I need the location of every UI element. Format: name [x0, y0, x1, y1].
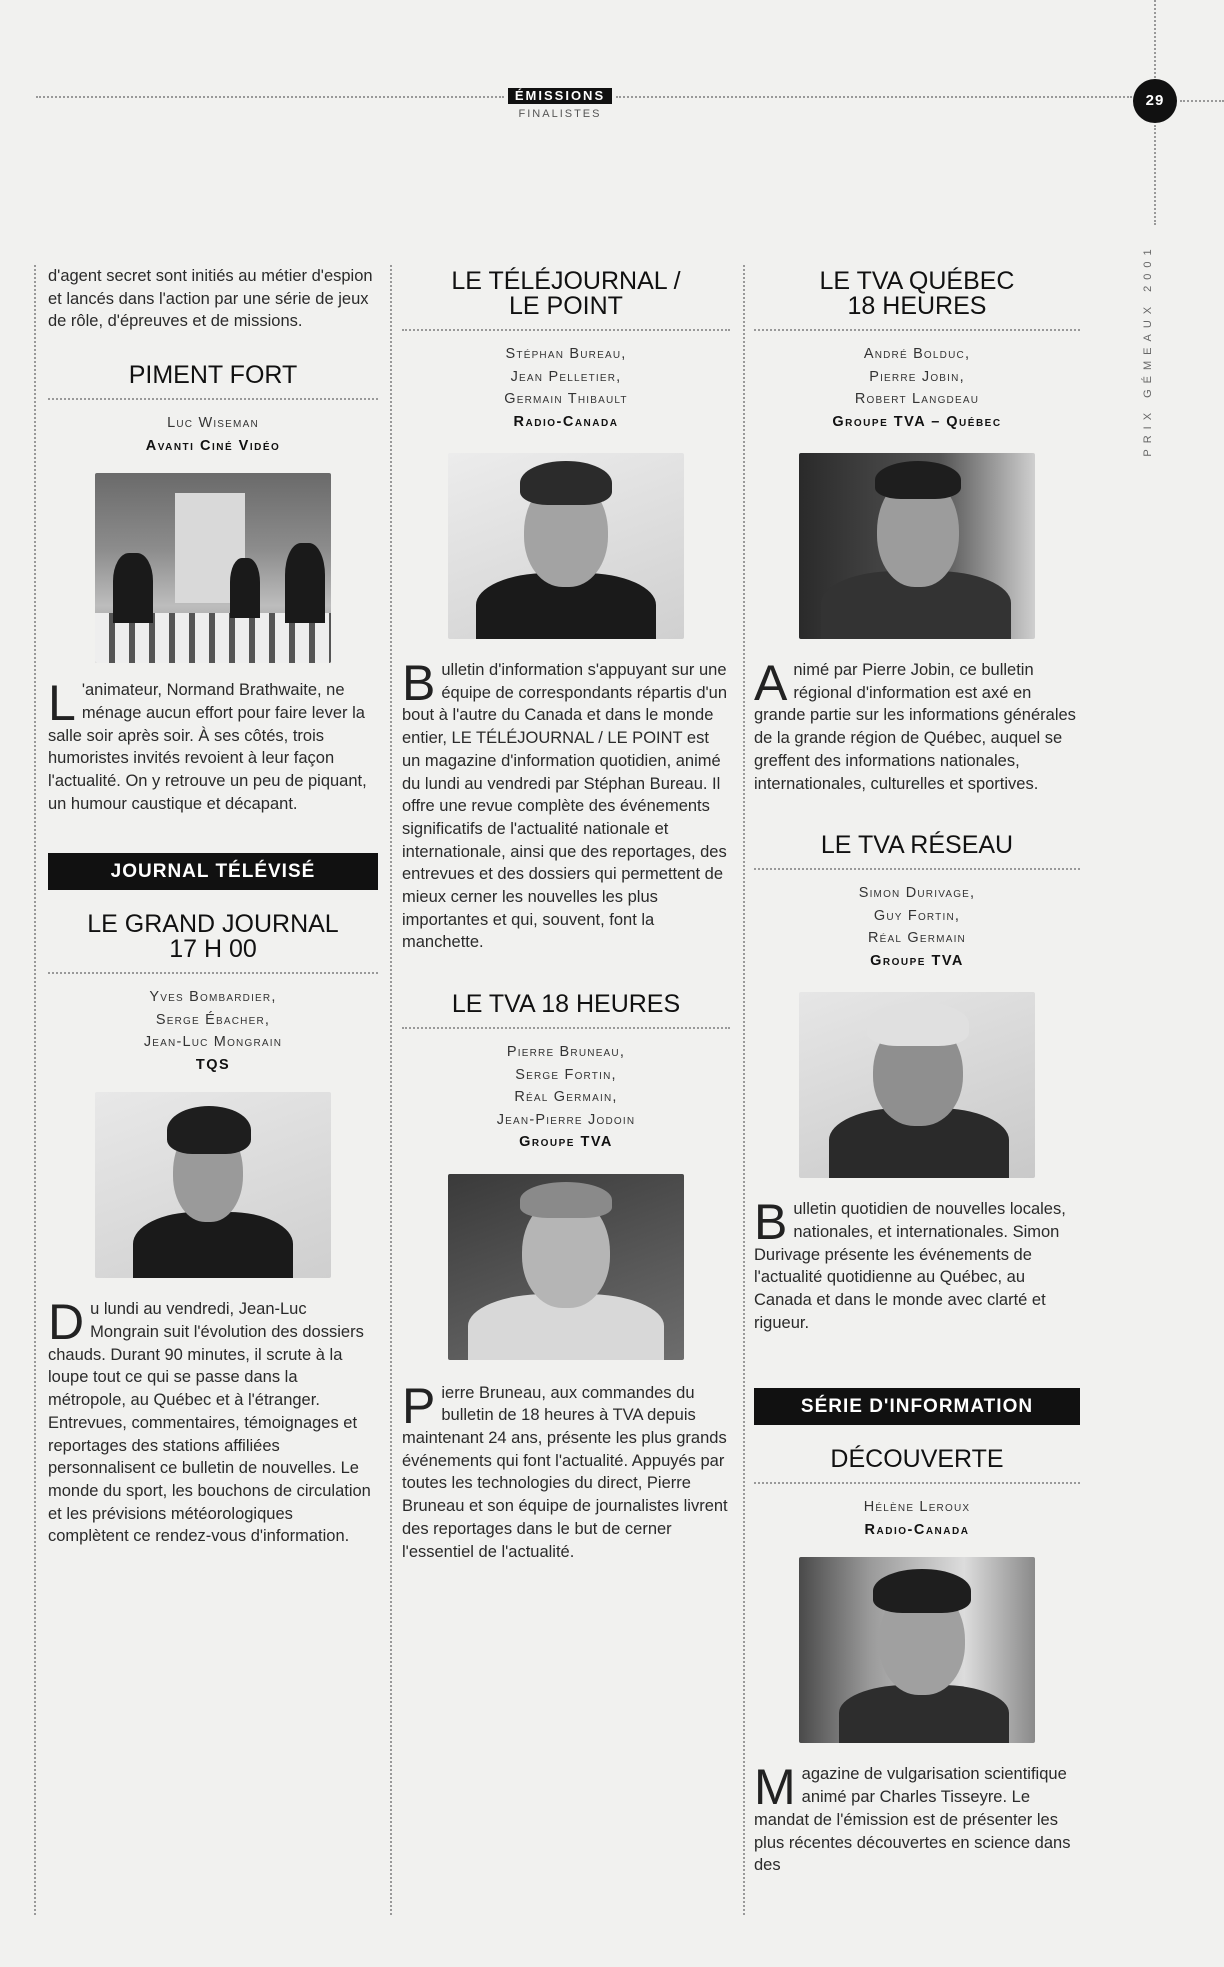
side-caption	[1128, 235, 1168, 465]
category-bar-journal-televise: JOURNAL TÉLÉVISÉ	[48, 853, 378, 890]
credit-line: Réal Germain,	[514, 1089, 618, 1106]
drop-cap: D	[48, 1294, 85, 1351]
credit-line: Serge Ébacher,	[155, 1011, 271, 1028]
credits	[754, 882, 1080, 972]
title-line-2: 17 H 00	[169, 935, 257, 964]
credit-line: Jean Pelletier,	[510, 368, 622, 385]
side-rule-mid	[1154, 125, 1156, 225]
credit-line: Yves Bombardier,	[149, 989, 277, 1006]
title-line-1: LE GRAND JOURNAL	[87, 910, 339, 939]
description-text: ulletin quotidien de nouvelles locales, nationales, et internationales. Simon Durivage présente les événements de l'actualité quotidienne au Québec, au Canada et dans le monde avec clarté et rigueur.	[754, 1200, 1066, 1332]
entry-tva-quebec	[754, 269, 1080, 795]
description-text: ierre Bruneau, aux commandes du bulletin de 18 heures à TVA depuis maintenant 24 ans, présente les plus grands événements qui font l'actualité. Appuyés par toutes les technologies du direct, Pierre Bruneau et son équipe de journalistes livrent des reportages dans le but de cerner l'essentiel de l'actualité.	[402, 1383, 728, 1561]
entry-piment-fort	[48, 363, 378, 815]
credit-line: Germain Thibault	[504, 391, 628, 407]
entry-description	[402, 655, 730, 954]
entry-title: LE TVA 18 HEURES	[451, 990, 681, 1019]
credits	[48, 986, 378, 1076]
credits	[754, 343, 1080, 433]
column-rule-2	[390, 265, 392, 1915]
description-text: u lundi au vendredi, Jean-Luc Mongrain suit l'évolution des dossiers chauds. Durant 90 minutes, il scrute à la loupe tout ce qui se passe dans la métropole, au Québec et à l'étranger. Entrevues, commentaires, témoignages et reportages des stations affiliées personnalisent ce bulletin de nouvelles. Le monde du sport, les bouchons de circulation et les prévisions météorologiques complètent ce rendez-vous d'information.	[48, 1300, 371, 1546]
company: Groupe TVA	[519, 1134, 613, 1151]
entry-title	[48, 912, 378, 962]
credit-line: Réal Germain	[868, 930, 966, 947]
company: Groupe TVA – Québec	[832, 413, 1002, 430]
host-photo	[448, 453, 684, 639]
title-rule	[402, 1027, 730, 1029]
hair	[520, 1182, 612, 1218]
company: Avanti Ciné Vidéo	[145, 437, 281, 454]
category-bar-serie-information: SÉRIE D'INFORMATION	[754, 1388, 1080, 1425]
credits	[754, 1496, 1080, 1541]
figure	[113, 553, 153, 623]
description-text: nimé par Pierre Jobin, ce bulletin régional d'information est axé en grande partie sur les informations générales de la grande région de Québec, auquel se greffent des informations nationales, internationales, culturelles et sportives.	[754, 661, 1076, 793]
company: TQS	[195, 1056, 231, 1073]
title-line-2: LE POINT	[509, 292, 623, 320]
company: Radio-Canada	[864, 1521, 970, 1538]
credit-line: Jean-Pierre Jodoin	[496, 1111, 636, 1128]
entry-title: DÉCOUVERTE	[830, 1445, 1004, 1474]
hair	[873, 1569, 971, 1613]
side-caption-text: PRIX GÉMEAUX 2001	[1142, 243, 1154, 457]
hair	[875, 461, 961, 499]
credit-line: Jean-Luc Mongrain	[143, 1034, 283, 1051]
header-rule-right	[616, 96, 1132, 98]
column-3	[754, 265, 1080, 1877]
title-rule	[402, 329, 730, 331]
credit-line: Serge Fortin,	[515, 1066, 617, 1083]
credits	[48, 412, 378, 457]
credit-line: Hélène Leroux	[863, 1499, 971, 1516]
section-subtitle: FINALISTES	[518, 108, 602, 120]
header-rule-left	[36, 96, 504, 98]
figure	[285, 543, 325, 623]
title-rule	[754, 868, 1080, 870]
drop-cap: B	[402, 655, 436, 711]
description-text: 'animateur, Normand Brathwaite, ne ménage aucun effort pour faire lever la salle soir après soir. À ses côtés, trois humoristes invités revoient à leur façon l'actualité. On y retrouve un peu de piquant, un humour caustique et décapant.	[48, 681, 367, 813]
credit-line: Guy Fortin,	[873, 907, 961, 924]
entry-title: PIMENT FORT	[128, 361, 298, 390]
show-photo	[95, 473, 331, 663]
figure	[230, 558, 260, 618]
credit-line: Pierre Jobin,	[869, 368, 965, 385]
drop-cap: P	[402, 1377, 436, 1434]
host-photo	[799, 453, 1035, 639]
drop-cap: A	[754, 655, 788, 711]
entry-description	[754, 655, 1080, 795]
entry-title: LE TVA RÉSEAU	[820, 831, 1014, 860]
host-photo	[799, 992, 1035, 1178]
entry-tva-reseau	[754, 833, 1080, 1334]
hair	[867, 1002, 969, 1046]
title-line-2: 18 HEURES	[847, 292, 987, 320]
entry-grand-journal	[48, 912, 378, 1548]
credits	[402, 1041, 730, 1154]
drop-cap: M	[754, 1759, 796, 1816]
title-rule	[48, 398, 378, 400]
credit-line: André Bolduc,	[863, 346, 971, 362]
hair	[167, 1106, 251, 1154]
title-rule	[48, 972, 378, 974]
title-rule	[754, 329, 1080, 331]
column-2	[402, 265, 730, 1563]
entry-description	[48, 1294, 378, 1548]
description-text: agazine de vulgarisation scientifique animé par Charles Tisseyre. Le mandat de l'émission est de présenter les plus récentes découvertes en science dans des	[754, 1765, 1071, 1875]
host-photo	[95, 1092, 331, 1278]
credit-line: Stéphan Bureau,	[505, 346, 627, 362]
entry-decouverte	[754, 1447, 1080, 1877]
title-line-1: LE TVA QUÉBEC	[819, 267, 1015, 295]
credit-line: Pierre Bruneau,	[506, 1044, 626, 1061]
title-line-1: LE TÉLÉJOURNAL /	[451, 267, 681, 295]
column-1	[48, 265, 378, 1548]
entry-tva-18	[402, 992, 730, 1563]
drop-cap: L	[48, 675, 76, 732]
side-rule-top	[1154, 0, 1156, 78]
title-rule	[754, 1482, 1080, 1484]
entry-title	[754, 269, 1080, 319]
host-photo	[448, 1174, 684, 1360]
credit-line: Simon Durivage,	[858, 885, 976, 902]
hair	[520, 461, 612, 505]
host-photo	[799, 1557, 1035, 1743]
credits	[402, 343, 730, 433]
entry-telejournal	[402, 269, 730, 954]
company: Groupe TVA	[870, 952, 964, 969]
entry-description	[754, 1194, 1080, 1334]
entry-description	[402, 1377, 730, 1564]
credit-line: Robert Langdeau	[854, 391, 980, 407]
entry-description	[754, 1759, 1080, 1877]
description-text: ulletin d'information s'appuyant sur une équipe de correspondants répartis d'un bout à l'autre du Canada et dans le monde entier, LE TÉLÉJOURNAL / LE POINT est un magazine d'information quotidien, animé du lundi au vendredi par Stéphan Bureau. Il offre une revue complète des événements significatifs de l'actualité nationale et internationale, ainsi que des reportages, des entrevues et des dossiers qui permettent de mieux cerner les nouvelles les plus importantes et qui, souvent, font la manchette.	[402, 661, 728, 952]
entry-title	[402, 269, 730, 319]
header-rule-far-right	[1180, 100, 1224, 102]
column-rule-1	[34, 265, 36, 1915]
column-rule-3	[743, 265, 745, 1915]
suit	[133, 1212, 293, 1278]
intro-paragraph: d'agent secret sont initiés au métier d'espion et lancés dans l'action par une série de jeux de rôle, d'épreuves et de missions.	[48, 267, 373, 331]
company: Radio-Canada	[513, 413, 619, 430]
credit-line: Luc Wiseman	[167, 415, 259, 432]
section-tag: ÉMISSIONS	[508, 88, 612, 104]
drop-cap: B	[754, 1194, 788, 1251]
page-number: 29	[1133, 79, 1177, 123]
entry-description	[48, 675, 378, 815]
